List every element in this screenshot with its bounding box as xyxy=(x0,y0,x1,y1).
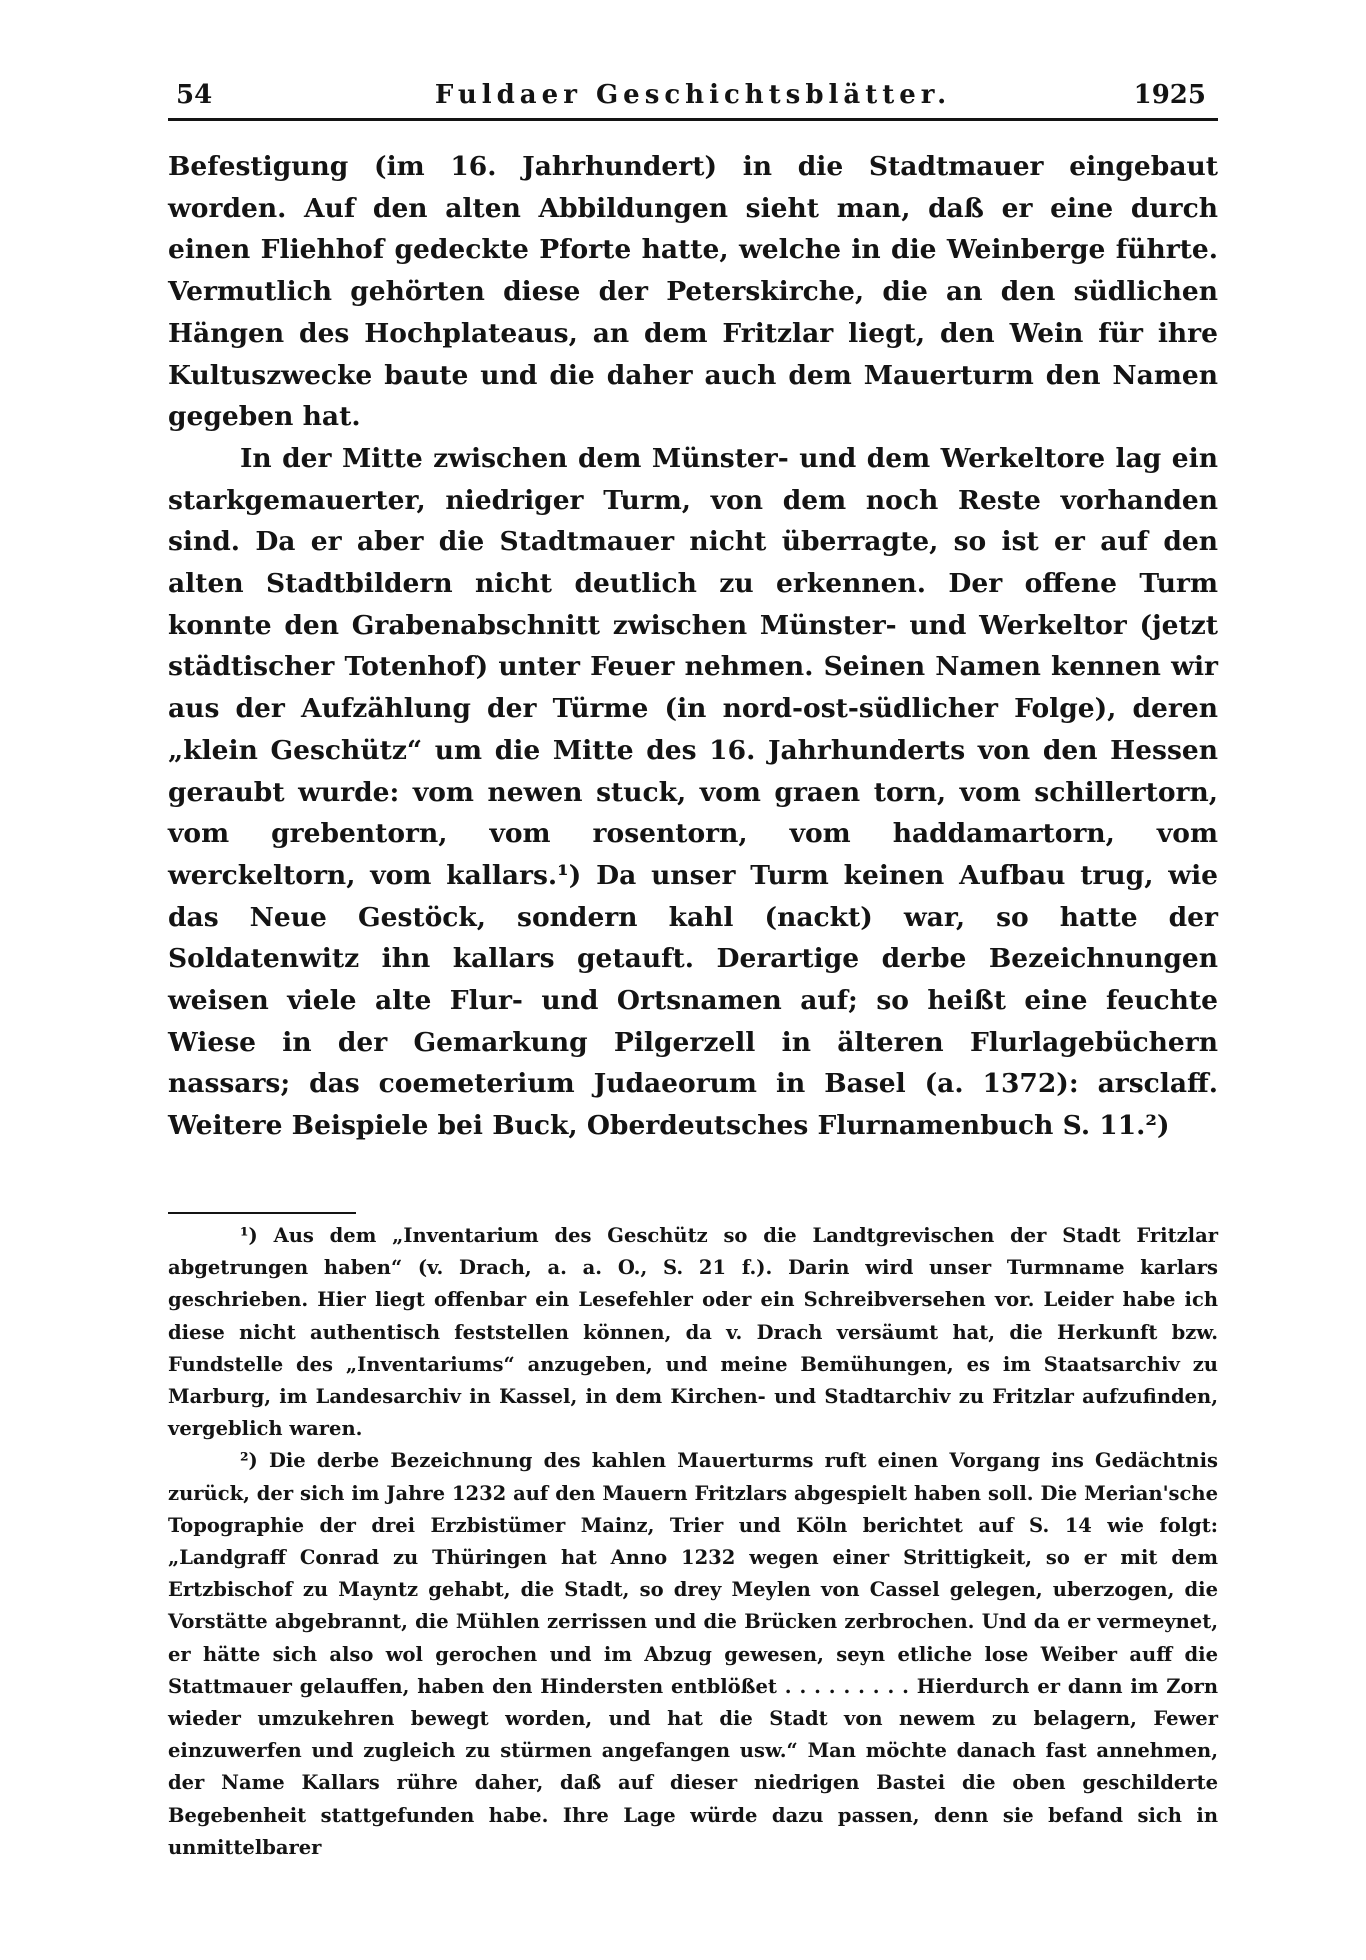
footnote: ²) Die derbe Bezeichnung des kahlen Mauerturms ruft einen Vorgang ins Gedächtnis zurück, der sich im Jahre 1232 auf den Mauern Fritzlars abgespielt haben soll. Die Merian'sche Topographie der drei Erzbistümer Mainz, Trier und Köln berichtet auf S. 14 wie folgt: „Landgraff Conrad zu Thüringen hat Anno 1232 wegen einer Strittigkeit, so er mit dem Ertzbischof zu Mayntz gehabt, die Stadt, so drey Meylen von Cassel gelegen, uberzogen, die Vorstätte abgebrannt, die Mühlen zerrissen und die Brücken zerbrochen. Und da er vermeynet, er hätte sich also wol gerochen und im Abzug gewesen, seyn etliche lose Weiber auff die Stattmauer gelauffen, haben den Hindersten entblößet . . . . . . . . . Hierdurch er dann im Zorn wieder umzukehren bewegt worden, und hat die Stadt von newem zu belagern, Fewer einzuwerfen und zugleich zu stürmen angefangen usw.“ Man möchte danach fast annehmen, der Name Kallars rühre daher, daß auf dieser niedrigen Bastei die oben geschilderte Begebenheit stattgefunden habe. Ihre Lage würde dazu passen, denn sie befand sich in unmittelbarer xyxy=(168,1449,1218,1859)
main-text xyxy=(168,146,1218,1147)
document-page xyxy=(168,74,1218,1859)
page-header xyxy=(168,74,1218,118)
paragraph: Befestigung (im 16. Jahrhundert) in die Stadtmauer eingebaut worden. Auf den alten Abbildungen sieht man, daß er eine durch einen Fliehhof gedeckte Pforte hatte, welche in die Weinberge führte. Vermutlich gehörten diese der Peterskirche, die an den südlichen Hängen des Hochplateaus, an dem Fritzlar liegt, den Wein für ihre Kultuszwecke baute und die daher auch dem Mauerturm den Namen gegeben hat. xyxy=(168,151,1218,433)
paragraph: In der Mitte zwischen dem Münster- und dem Werkeltore lag ein starkgemauerter, niedriger Turm, von dem noch Reste vorhanden sind. Da er aber die Stadtmauer nicht überragte, so ist er auf den alten Stadtbildern nicht deutlich zu erkennen. Der offene Turm konnte den Grabenabschnitt zwischen Münster- und Werkeltor (jetzt städtischer Totenhof) unter Feuer nehmen. Seinen Namen kennen wir aus der Aufzählung der Türme (in nord-ost-südlicher Folge), deren „klein Geschütz“ um die Mitte des 16. Jahrhunderts von den Hessen geraubt wurde: vom newen stuck, vom graen torn, vom schillertorn, vom grebentorn, vom rosentorn, vom haddamartorn, vom werckeltorn, vom kallars.¹) Da unser Turm keinen Aufbau trug, wie das Neue Gestöck, sondern kahl (nackt) war, so hatte der Soldatenwitz ihn kallars getauft. Derartige derbe Bezeichnungen weisen viele alte Flur- und Ortsnamen auf; so heißt eine feuchte Wiese in der Gemarkung Pilgerzell in älteren Flurlagebüchern nassars; das coemeterium Judaeorum in Basel (a. 1372): arsclaff. Weitere Beispiele bei Buck, Oberdeutsches Flurnamenbuch S. 11.²) xyxy=(168,442,1218,1142)
page-number: 54 xyxy=(176,80,213,110)
footnote: ¹) Aus dem „Inventarium des Geschütz so die Landtgrevischen der Stadt Fritzlar abgetrungen haben“ (v. Drach, a. a. O., S. 21 f.). Darin wird unser Turmname karlars geschrieben. Hier liegt offenbar ein Lesefehler oder ein Schreibversehen vor. Leider habe ich diese nicht authentisch feststellen können, da v. Drach versäumt hat, die Herkunft bzw. Fundstelle des „Inventariums“ anzugeben, und meine Bemühungen, es im Staatsarchiv zu Marburg, im Landesarchiv in Kassel, in dem Kirchen- und Stadtarchiv zu Fritzlar aufzufinden, vergeblich waren. xyxy=(168,1224,1218,1441)
running-title: Fuldaer Geschichtsblätter. xyxy=(434,80,952,110)
publication-year: 1925 xyxy=(1133,80,1206,110)
header-rule xyxy=(168,118,1218,121)
footnote-separator xyxy=(168,1212,356,1214)
footnotes xyxy=(168,1220,1218,1864)
